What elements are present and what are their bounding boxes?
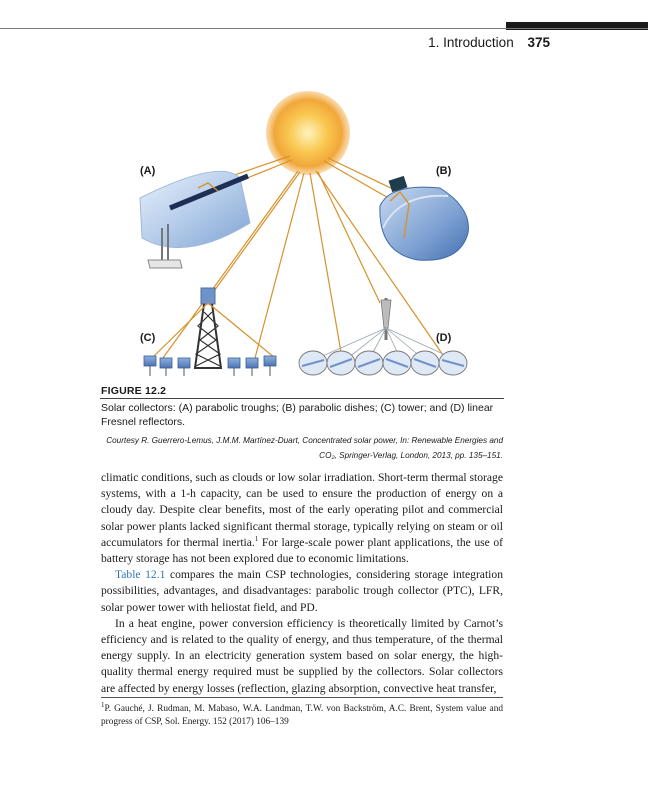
body-text	[101, 470, 503, 697]
paragraph-3: In a heat engine, power conversion efficiency is theoretically limited by Carnot’s efficiency and is related to the quality of energy, and thus temperature, of the thermal energy supply. In an electricity generation system based on solar energy, the high-quality thermal energy required must be supplied by the collectors. Solar collectors are affected by energy losses (reflection, glazing absorption, convective heat transfer,	[101, 616, 503, 695]
figure-caption-rule	[100, 398, 504, 399]
label-a: (A)	[140, 165, 156, 177]
parabolic-dish-illustration	[380, 176, 469, 260]
table-link[interactable]: Table 12.1	[115, 568, 166, 582]
label-c: (C)	[140, 332, 156, 344]
header-rule	[0, 28, 648, 29]
label-b: (B)	[436, 165, 452, 177]
footnote-rule	[101, 697, 503, 698]
figure-caption: Solar collectors: (A) parabolic troughs; (B) parabolic dishes; (C) tower; and (D) linear Fresnel reflectors.	[101, 402, 494, 428]
paragraph-2	[101, 567, 503, 616]
figure-credit	[101, 433, 503, 463]
footnote-text: P. Gauché, J. Rudman, M. Mabaso, W.A. Landman, T.W. von Backström, A.C. Brent, System value and progress of CSP, Sol. Energy. 152 (2017) 106–139	[101, 704, 503, 727]
label-d: (D)	[436, 332, 452, 344]
running-header	[0, 35, 550, 50]
footnote-marker: 1	[101, 700, 105, 709]
figure-credit-line2: CO₂, Springer-Verlag, London, 2013, pp. 135–151.	[319, 451, 503, 460]
section-title: 1. Introduction	[428, 35, 514, 50]
paragraph-2-text: compares the main CSP technologies, considering storage integration possibilities, advantages, and disadvantages: parabolic trough collector (PTC), LFR, solar power tower with heliostat field, and PD.	[101, 568, 503, 614]
figure-credit-line1: Courtesy R. Guerrero-Lemus, J.M.M. Martínez-Duart, Concentrated solar power, In: Renewable Energies and	[106, 436, 503, 445]
paragraph-1-text-a: climatic conditions, such as clouds or low solar irradiation. Short-term thermal storage systems, with a 1-h capacity, can be used to ensure the production of energy on a cloudy day. Despite clear benefits, most of the early operating pilot and commercial solar power plants lacked significant thermal storage, typically relying on steam or oil accumulators for thermal inertia.	[101, 471, 503, 549]
footnote	[101, 700, 503, 729]
solar-tower-illustration	[144, 288, 276, 376]
paragraph-1-text-b: For large-scale power plant applications, the use of battery storage has not been explored due to economic limitations.	[101, 535, 503, 566]
page-number: 375	[527, 35, 550, 50]
paragraph-1	[101, 470, 503, 567]
parabolic-trough-illustration	[140, 171, 250, 268]
figure-number: FIGURE 12.2	[101, 385, 167, 397]
footnote-ref[interactable]: 1	[254, 534, 259, 543]
